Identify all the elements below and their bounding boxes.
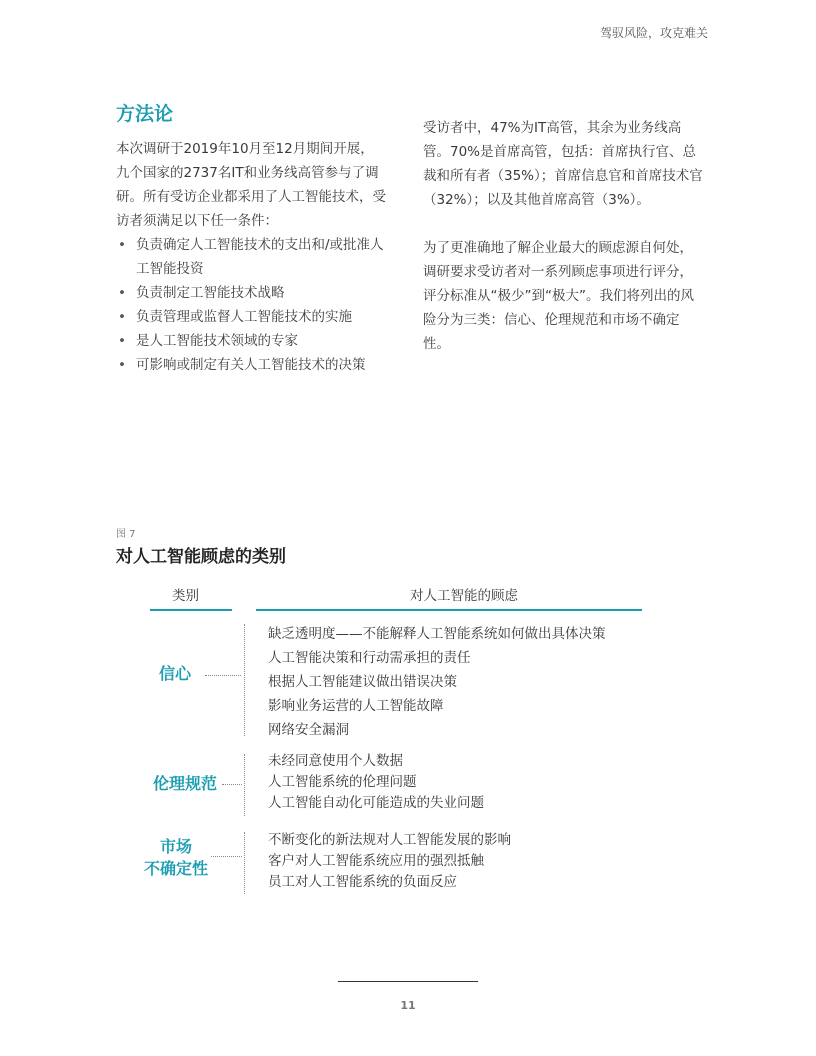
concern-item: 员工对人工智能系统的负面反应 bbox=[268, 874, 457, 890]
list-item: • 是人工智能技术领域的专家 bbox=[116, 329, 386, 353]
footer-rule bbox=[338, 981, 478, 982]
concern-item: 人工智能决策和行动需承担的责任 bbox=[268, 650, 471, 666]
concern-item: 客户对人工智能系统应用的强烈抵触 bbox=[268, 853, 484, 869]
list-item: • 负责管理或监督人工智能技术的实施 bbox=[116, 305, 386, 329]
respondents-paragraph: 受访者中，47%为IT高管，其余为业务线高管。70%是首席高管，包括：首席执行官、总裁和所有者（35%）；首席信息官和首席技术官（32%）；以及其他首席高管（3%）。 bbox=[423, 120, 703, 208]
concern-item: 不断变化的新法规对人工智能发展的影响 bbox=[268, 832, 511, 848]
category-header-rule bbox=[150, 609, 232, 611]
concern-item: 影响业务运营的人工智能故障 bbox=[268, 698, 444, 714]
figure-title: 对人工智能顾虑的类别 bbox=[116, 547, 286, 567]
section-heading: 方法论 bbox=[116, 103, 174, 125]
figure-label: 图 7 bbox=[116, 529, 136, 540]
running-header: 驾驭风险，攻克难关 bbox=[599, 26, 708, 40]
concern-item: 根据人工智能建议做出错误决策 bbox=[268, 674, 457, 690]
group-divider bbox=[244, 832, 245, 894]
category-column-header: 类别 bbox=[172, 588, 199, 604]
concern-item: 人工智能系统的伦理问题 bbox=[268, 774, 417, 790]
list-item: • 负责制定工智能技术战略 bbox=[116, 281, 386, 305]
connector-dots bbox=[211, 856, 242, 857]
group-divider bbox=[244, 754, 245, 816]
category-label-market-uncertainty bbox=[136, 836, 216, 880]
category-label-line: 市场 bbox=[159, 837, 192, 856]
methodology-intro: 本次调研于2019年10月至12月期间开展，九个国家的2737名IT和业务线高管参与了调研。所有受访企业都采用了人工智能技术，受访者须满足以下任一条件： bbox=[116, 141, 386, 229]
concerns-list-confidence bbox=[268, 622, 606, 742]
list-item: • 可影响或制定有关人工智能技术的决策 bbox=[116, 353, 386, 377]
risk-classification-paragraph: 为了更准确地了解企业最大的顾虑源自何处，调研要求受访者对一系列顾虑事项进行评分，评分标准从“极少”到“极大”。我们将列出的风险分为三类：信心、伦理规范和市场不确定性。 bbox=[423, 240, 694, 352]
methodology-left-column bbox=[116, 137, 386, 377]
concern-item: 未经同意使用个人数据 bbox=[268, 753, 403, 769]
criteria-list bbox=[116, 233, 386, 377]
category-label-ethics: 伦理规范 bbox=[152, 774, 217, 793]
connector-dots bbox=[205, 675, 241, 676]
list-item: • 负责确定人工智能技术的支出和/或批准人工智能投资 bbox=[116, 233, 386, 281]
group-divider bbox=[244, 624, 245, 736]
connector-dots bbox=[222, 784, 242, 785]
category-label-line: 不确定性 bbox=[143, 859, 208, 878]
page-number: 11 bbox=[400, 999, 416, 1012]
concern-item: 缺乏透明度——不能解释人工智能系统如何做出具体决策 bbox=[268, 626, 606, 642]
concern-item: 人工智能自动化可能造成的失业问题 bbox=[268, 795, 484, 811]
concerns-list-market bbox=[268, 830, 511, 893]
concerns-list-ethics bbox=[268, 751, 484, 814]
concerns-header-rule bbox=[256, 609, 642, 611]
category-label-confidence: 信心 bbox=[158, 664, 191, 683]
concern-item: 网络安全漏洞 bbox=[268, 722, 349, 738]
concerns-column-header: 对人工智能的顾虑 bbox=[410, 588, 518, 604]
methodology-right-column bbox=[423, 116, 703, 356]
